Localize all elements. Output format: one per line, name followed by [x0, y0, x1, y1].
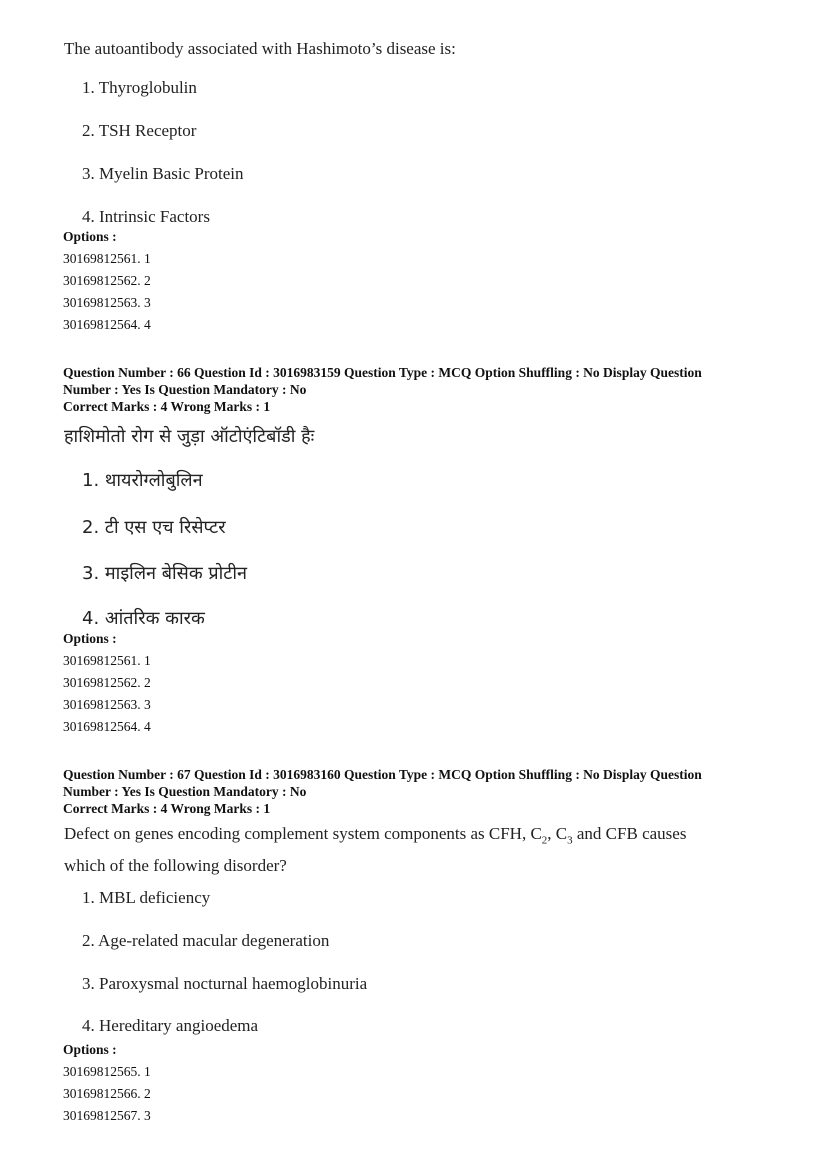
q67-stem-sub1: 2 — [541, 834, 548, 847]
q67-options-label: Options : — [63, 1042, 117, 1057]
q66-stem: हाशिमोतो रोग से जुड़ा ऑटोएंटिबॉडी हैः — [64, 426, 315, 447]
q66-meta-line3: Correct Marks : 4 Wrong Marks : 1 — [63, 399, 271, 414]
q67-meta-line3: Correct Marks : 4 Wrong Marks : 1 — [63, 801, 271, 816]
q67-choice-4: 4. Hereditary angioedema — [82, 1016, 259, 1035]
q67-choice-2: 2. Age-related macular degeneration — [82, 931, 330, 950]
q67-meta-line1: Question Number : 67 Question Id : 3016983160 Question Type : MCQ Option Shuffling : No Display Question — [63, 767, 702, 782]
q66-meta-line1: Question Number : 66 Question Id : 3016983159 Question Type : MCQ Option Shuffling : No Display Question — [63, 365, 702, 380]
q65-options-label: Options : — [63, 229, 117, 244]
q65-option-3: 30169812563. 3 — [63, 295, 151, 310]
q67-stem-line2: which of the following disorder? — [64, 856, 287, 876]
q67-choice-1: 1. MBL deficiency — [82, 888, 211, 907]
q66-choice-4: 4. आंतरिक कारक — [82, 608, 205, 629]
q65-stem: The autoantibody associated with Hashimoto’s disease is: — [64, 39, 456, 58]
q66-option-3: 30169812563. 3 — [63, 697, 151, 712]
q67-meta-line2: Number : Yes Is Question Mandatory : No — [63, 784, 307, 799]
q67-stem-sub2: 3 — [567, 834, 573, 847]
q65-option-1: 30169812561. 1 — [63, 251, 151, 266]
q65-choice-4: 4. Intrinsic Factors — [82, 207, 210, 226]
q65-choice-3: 3. Myelin Basic Protein — [82, 164, 244, 183]
q67-stem-part3: and CFB causes — [572, 824, 687, 843]
q65-choice-2: 2. TSH Receptor — [82, 121, 197, 140]
q66-choice-2: 2. टी एस एच रिसेप्टर — [82, 517, 226, 538]
q67-meta — [63, 766, 773, 817]
q67-choice-3: 3. Paroxysmal nocturnal haemoglobinuria — [82, 974, 368, 993]
q67-option-3: 30169812567. 3 — [63, 1108, 151, 1123]
q65-option-2: 30169812562. 2 — [63, 273, 151, 288]
q67-stem-part2: , C — [547, 824, 568, 843]
q67-stem — [64, 821, 764, 879]
q66-options-label: Options : — [63, 631, 117, 646]
q65-option-4: 30169812564. 4 — [63, 317, 151, 332]
q66-option-2: 30169812562. 2 — [63, 675, 151, 690]
q66-choice-3: 3. माइलिन बेसिक प्रोटीन — [82, 563, 248, 584]
q65-choice-1: 1. Thyroglobulin — [82, 78, 197, 97]
q67-stem-part1: Defect on genes encoding complement system components as CFH, C — [64, 824, 542, 843]
q67-option-1: 30169812565. 1 — [63, 1064, 151, 1079]
q66-option-1: 30169812561. 1 — [63, 653, 151, 668]
q67-option-2: 30169812566. 2 — [63, 1086, 151, 1101]
q66-meta — [63, 364, 773, 415]
q66-meta-line2: Number : Yes Is Question Mandatory : No — [63, 382, 307, 397]
q66-option-4: 30169812564. 4 — [63, 719, 151, 734]
q66-choice-1: 1. थायरोग्लोबुलिन — [82, 470, 203, 491]
